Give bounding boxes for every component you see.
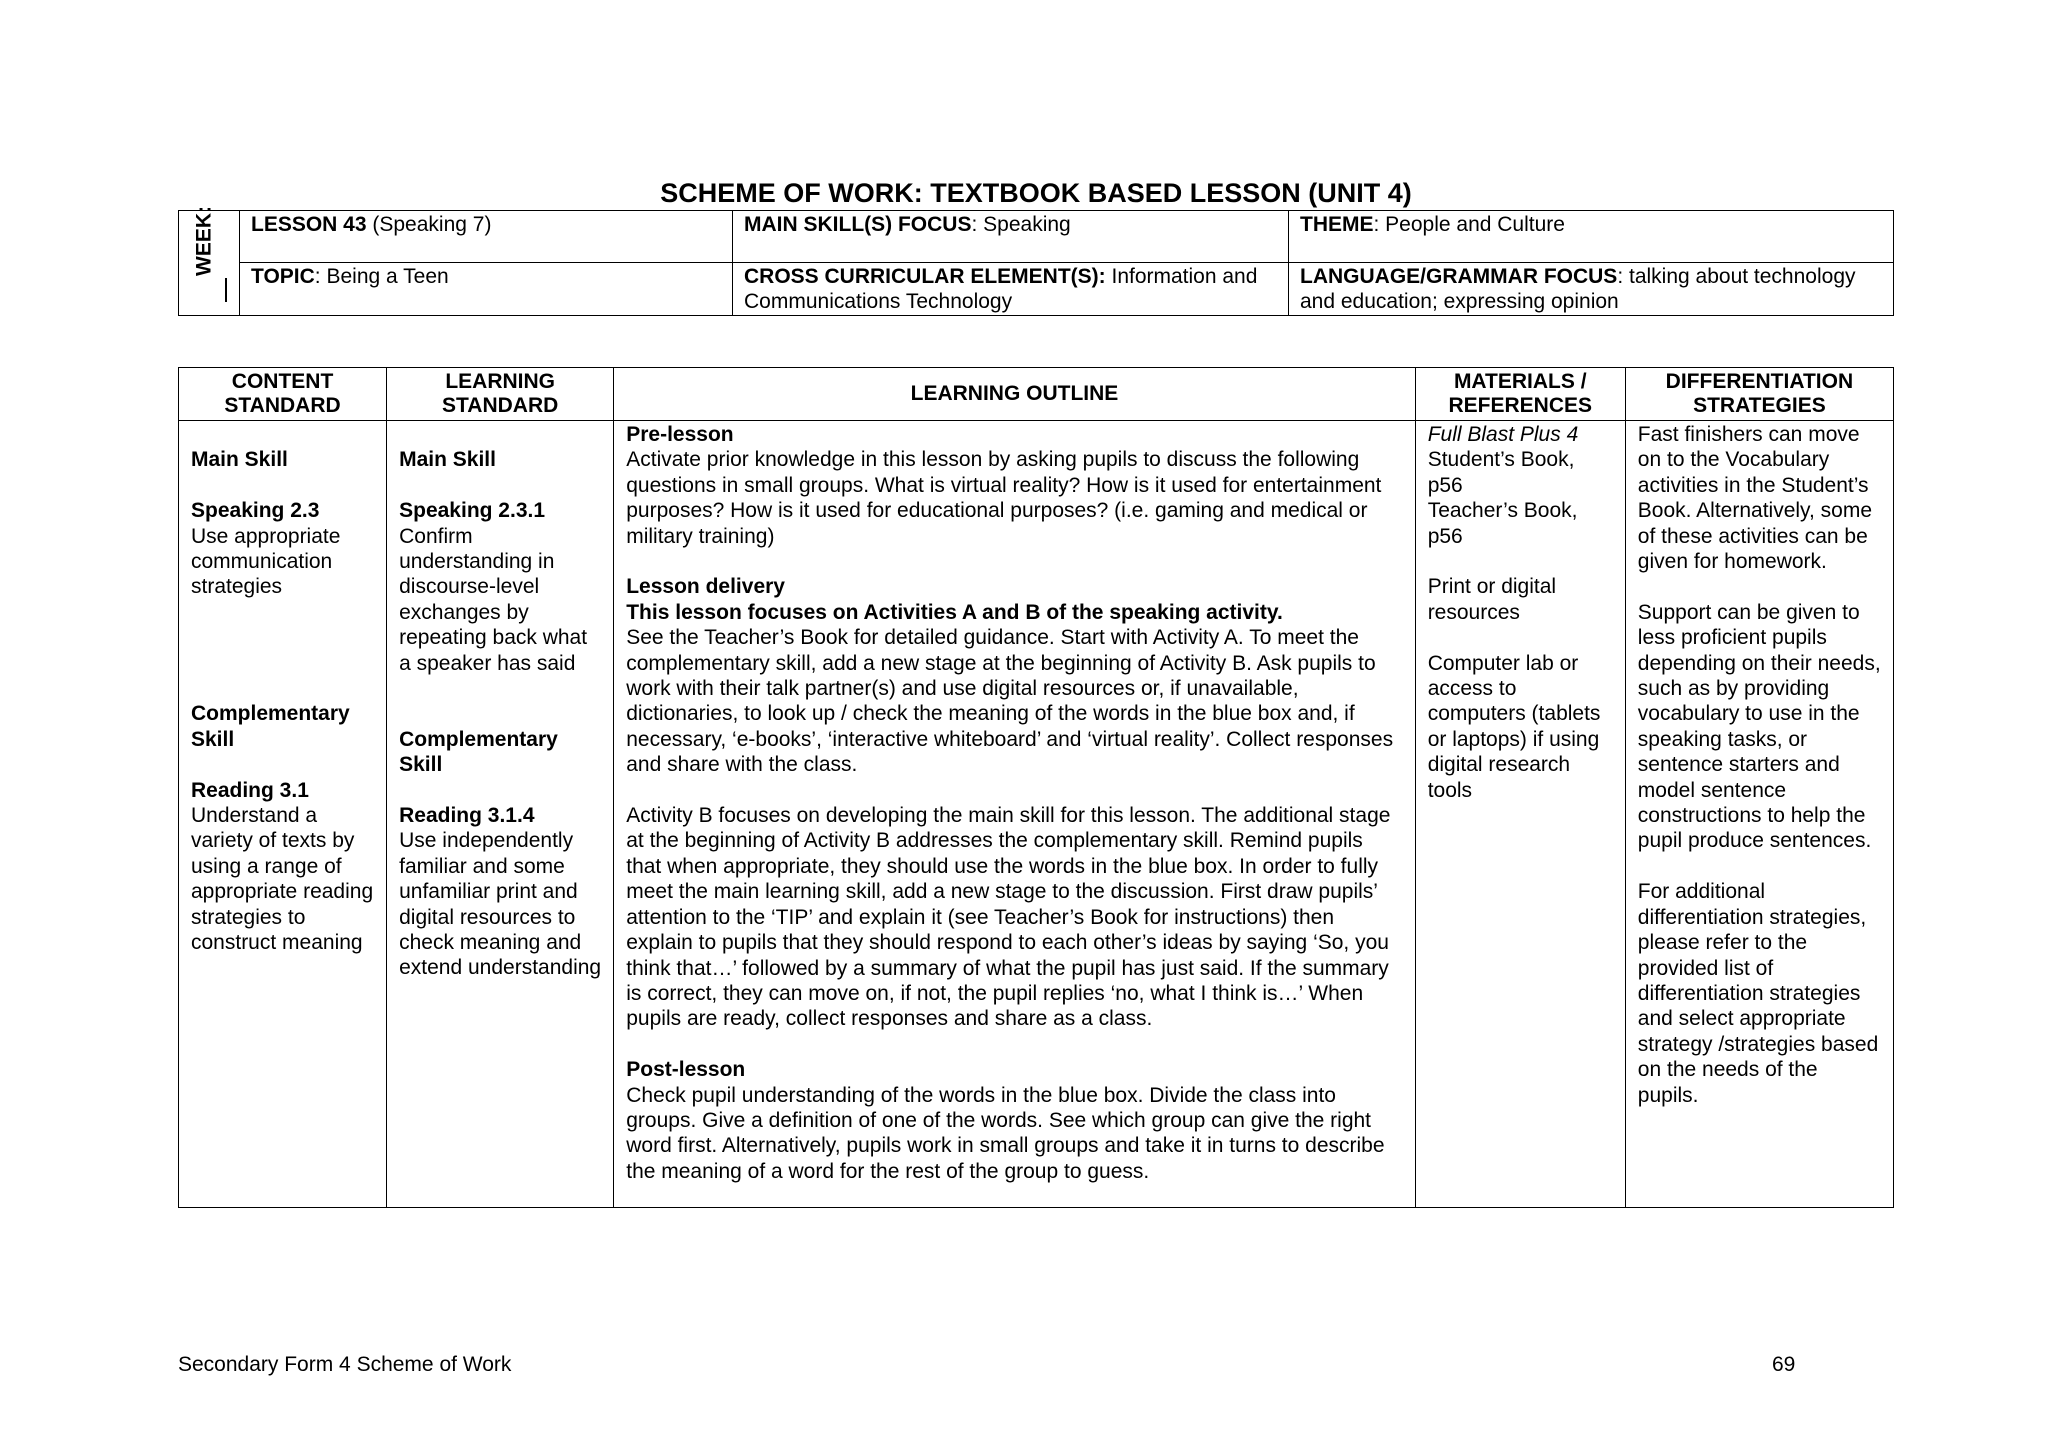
theme-label: THEME bbox=[1300, 213, 1374, 236]
column-header-learning-outline: LEARNING OUTLINE bbox=[614, 368, 1415, 421]
topic-value: : Being a Teen bbox=[314, 265, 449, 288]
theme-value: : People and Culture bbox=[1373, 213, 1565, 236]
content-complementary-skill-heading: Complementary Skill bbox=[191, 702, 350, 751]
learning-main-code: Speaking 2.3.1 bbox=[399, 499, 546, 523]
cross-curricular-value: Information and Communications Technology bbox=[744, 265, 1258, 313]
materials-print: Print or digital resources bbox=[1427, 575, 1557, 624]
grammar-focus-cell bbox=[1289, 263, 1894, 316]
lesson-value: (Speaking 7) bbox=[366, 213, 492, 236]
lesson-label: LESSON 43 bbox=[251, 213, 367, 236]
learning-complementary-skill-heading: Complementary Skill bbox=[399, 727, 558, 777]
week-value-mark bbox=[225, 278, 227, 302]
lesson-delivery-text: See the Teacher’s Book for detailed guidance. Start with Activity A. To meet the complementary skill, add a new stage at the beginning of Activity B. Ask pupils to work with their talk partner(s) and use digital resources or, if unavailable, dictionaries, to look up / check the meaning of the words in the blue box and, if necessary, ‘e-books’, ‘interactive whiteboard’ and ‘virtual reality’. Collect responses and share with the class. bbox=[626, 626, 1394, 777]
learning-outline-table bbox=[178, 367, 1894, 1208]
theme-cell bbox=[1289, 211, 1894, 263]
content-main-skill-heading: Main Skill bbox=[191, 448, 288, 472]
topic-cell bbox=[240, 263, 733, 316]
column-header-differentiation: DIFFERENTIATION STRATEGIES bbox=[1625, 368, 1893, 421]
content-main-code: Speaking 2.3 bbox=[191, 499, 320, 523]
main-skill-cell bbox=[733, 211, 1289, 263]
learning-main-skill-heading: Main Skill bbox=[399, 448, 496, 472]
learning-outline-cell bbox=[614, 421, 1415, 1208]
lesson-header-table bbox=[178, 206, 1894, 316]
content-standard-cell bbox=[179, 421, 387, 1208]
materials-students-book: Student’s Book, p56 bbox=[1427, 448, 1575, 497]
differentiation-para-1: Fast finishers can move on to the Vocabulary activities in the Student’s Book. Alternatively, some of these activities can be given for homework. bbox=[1637, 423, 1873, 574]
differentiation-para-3: For additional differentiation strategies, please refer to the provided list of differentiation strategies and select appropriate strategy /strategies based on the needs of the pupils. bbox=[1637, 880, 1879, 1107]
page-title: SCHEME OF WORK: TEXTBOOK BASED LESSON (UNIT 4) bbox=[660, 178, 1412, 208]
week-label: WEEK: bbox=[192, 206, 216, 276]
learning-standard-cell bbox=[387, 421, 614, 1208]
differentiation-para-2: Support can be given to less proficient pupils depending on their needs, such as by providing vocabulary to use in the speaking tasks, or sentence starters and model sentence constructions to help the pupil produce sentences. bbox=[1637, 600, 1881, 853]
pre-lesson-heading: Pre-lesson bbox=[626, 423, 734, 446]
materials-teachers-book: Teacher’s Book, p56 bbox=[1427, 499, 1578, 548]
footer-document-name: Secondary Form 4 Scheme of Work bbox=[178, 1353, 512, 1376]
pre-lesson-text: Activate prior knowledge in this lesson by asking pupils to discuss the following questions in small groups. What is virtual reality? How is it used for entertainment purposes? How is it used for educational purposes? (i.e. gaming and medical or military training) bbox=[626, 448, 1382, 548]
materials-book-title: Full Blast Plus 4 bbox=[1427, 423, 1579, 446]
cross-curricular-label: CROSS CURRICULAR ELEMENT(S): bbox=[744, 265, 1106, 288]
content-complementary-code: Reading 3.1 bbox=[191, 778, 309, 802]
post-lesson-heading: Post-lesson bbox=[626, 1058, 746, 1082]
activity-b-text: Activity B focuses on developing the main skill for this lesson. The additional stage at the beginning of Activity B addresses the complementary skill. Remind pupils that when appropriate, they should use the words in the blue box. In order to fully meet the main learning skill, add a new stage to the discussion. First draw pupils’ attention to the ‘TIP’ and explain it (see Teacher’s Book for instructions) then explain to pupils that they should respond to each other’s ideas by saying ‘So, you think that…’ followed by a summary of what the pupil has just said. If the summary is correct, they can move on, if not, the pupil replies ‘no, what I think is…’ When pupils are ready, collect responses and share as a class. bbox=[626, 804, 1391, 1031]
footer-page-number: 69 bbox=[1772, 1353, 1796, 1376]
week-cell bbox=[179, 206, 240, 316]
materials-computer: Computer lab or access to computers (tablets or laptops) if using digital research tools bbox=[1427, 651, 1601, 802]
column-header-materials: MATERIALS / REFERENCES bbox=[1415, 368, 1625, 421]
grammar-focus-value: : talking about technology and education; expressing opinion bbox=[1300, 265, 1856, 313]
lesson-cell bbox=[240, 211, 733, 263]
learning-main-text: Confirm understanding in discourse-level exchanges by repeating back what a speaker has said bbox=[399, 524, 588, 675]
grammar-focus-label: LANGUAGE/GRAMMAR FOCUS bbox=[1300, 265, 1618, 288]
main-skill-label: MAIN SKILL(S) FOCUS bbox=[744, 213, 972, 236]
learning-complementary-text: Use independently familiar and some unfamiliar print and digital resources to check meaning and extend understanding bbox=[399, 829, 602, 980]
lesson-delivery-heading: Lesson delivery bbox=[626, 575, 785, 599]
post-lesson-text: Check pupil understanding of the words in the blue box. Divide the class into groups. Give a definition of one of the words. See which group can give the right word first. Alternatively, pupils work in small groups and take it in turns to describe the meaning of a word for the rest of the group to guess. bbox=[626, 1083, 1385, 1183]
main-skill-value: : Speaking bbox=[971, 213, 1071, 236]
materials-cell bbox=[1415, 421, 1625, 1208]
cross-curricular-cell bbox=[733, 263, 1289, 316]
column-header-learning-standard: LEARNING STANDARD bbox=[387, 368, 614, 421]
differentiation-cell bbox=[1625, 421, 1893, 1208]
learning-complementary-code: Reading 3.1.4 bbox=[399, 804, 535, 828]
content-complementary-text: Understand a variety of texts by using a range of appropriate reading strategies to construct meaning bbox=[191, 803, 374, 955]
column-header-content-standard: CONTENT STANDARD bbox=[179, 368, 387, 421]
lesson-delivery-focus: This lesson focuses on Activities A and B of the speaking activity. bbox=[626, 600, 1283, 624]
topic-label: TOPIC bbox=[251, 265, 315, 288]
content-main-text: Use appropriate communication strategies bbox=[191, 524, 341, 599]
